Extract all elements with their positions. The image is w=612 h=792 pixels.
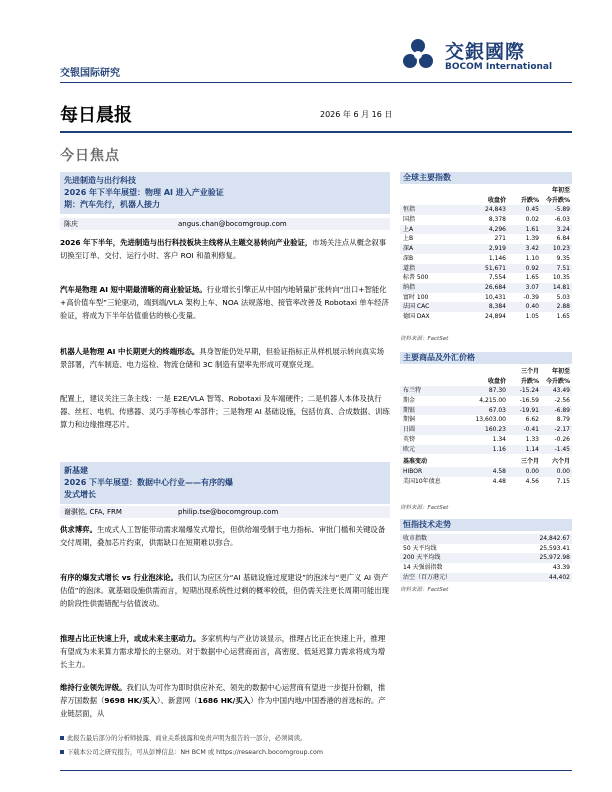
hsi_tech.rows-cell: 收市指数 [403,535,428,542]
logo-text-cn: 交銀國際 [445,41,526,63]
commodities.rows-cell: 13,603.00 [475,416,506,424]
indices.rows-cell: 8,384 [488,303,506,311]
commodities-source: 资料来源：FactSet [400,505,449,511]
bocom-logo-icon [401,37,439,73]
indices.rows-cell: 1.61 [525,225,539,233]
indices.rows-cell: 2,919 [488,245,506,253]
section1-email[interactable]: angus.chan@bocomgroup.com [178,220,287,228]
commodities.rows-cell: 87.30 [488,387,506,395]
footer-disclaimer [60,733,572,742]
commodities.rows-cell: -19.91 [519,406,539,414]
indices.rows-cell: 7.51 [556,264,570,272]
footer-download [60,747,572,756]
commodities.rows-cell: -0.26 [554,435,570,443]
section2-subtitle-2: 发式增长 [64,490,96,499]
section1-p2-lead: 汽车是物理 AI 短中期最清晰的商业验证场。 [60,285,207,294]
footer-line-2[interactable]: 下载本公司之研究报告，可从彭博信息：NH BCM 或 https://research.bocomgroup.com [67,749,323,756]
indices.rows-cell: 道指 [403,264,416,272]
section2-p1-lead: 供求博弈。 [60,525,97,534]
hsi_tech.rows-row [400,573,572,583]
commodities.rows-cell: 布兰特 [403,387,422,395]
indices.rows-cell: 3.07 [525,283,539,291]
section2-paragraph-1 [60,523,390,549]
indices.rows-cell: 上B [403,235,414,243]
indices.rows-cell: 3.24 [556,225,570,233]
section2-p2-body: 我们认为应区分“AI 基础设施过度建设”的泡沫与“更广义 AI 资产估值”的泡沫。就基础设施供需而言，短期出现系统性过剩的概率较低，但仍需关注更长周期可能出现的阶段性供需错配与估值波动。 [60,573,390,609]
indices-header-change: 升跌% [520,196,539,204]
indices.rows-cell: 5.03 [556,293,570,301]
commodities.rate_rows-cell: HIBOR [403,467,423,475]
focus-title: 今日焦点 [60,148,120,164]
commodities.rows-cell: -6.89 [554,406,570,414]
indices-header-ytd-bottom: 今升跌% [545,196,570,204]
indices.rows-cell: 1.10 [525,254,539,262]
hsi_tech.rows-cell: 43.39 [552,564,570,572]
indices-header [400,196,572,206]
hsi_tech.rows-cell: 200 天平均线 [403,554,441,562]
indices.rows-cell: -5.89 [554,206,570,214]
commodities.rows-cell: 期铜 [403,416,416,424]
commodities-header-ytd: 今升跌% [545,377,570,385]
indices.rows-cell: 深A [403,245,414,253]
section2-header [60,462,390,504]
section2-paragraph-4 [60,681,390,721]
commodities.rows-cell: 67.03 [488,406,506,414]
section2-p4-code-2: 1686 HK/买入 [197,696,251,706]
hsi_tech.rows-cell: 24,842.67 [539,535,570,542]
commodities-rows [400,386,572,454]
section2-p3-body: 多家机构与产业访谈显示，推理占比正在快速上升，推理有望成为未来算力需求增长的主驱动。对于数据中心运营商而言，高密度、低延迟算力需求将成为增长主力。 [60,634,386,670]
indices.rows-cell: 德国 DAX [403,312,430,320]
indices.rows-row [400,234,572,244]
indices.rows-row [400,205,572,215]
indices.rows-cell: 10,431 [485,293,506,301]
section1-category: 先进制造与出行科技 [64,176,136,185]
indices-header-top [400,186,572,196]
hsi_tech.rows-cell: 沽空（百万港元） [403,573,452,581]
commodities.rows-cell: 1.34 [492,435,506,443]
commodities.rows-row [400,425,572,435]
commodities.rate_rows-cell: 4.58 [492,467,506,475]
commodities.rows-cell: 英镑 [403,435,416,443]
indices.rows-row [400,254,572,264]
indices.rows-cell: 2.88 [556,303,570,311]
indices-header-ytd-top: 年初至 [551,187,570,194]
indices.rows-row [400,215,572,225]
indices.rows-cell: 0.40 [525,303,539,311]
footer-line-1: 此报告最后部分的分析师披露、商业关系披露和免责声明为报告的一部分，必须阅读。 [67,735,307,742]
indices.rows-cell: 51,671 [485,264,506,272]
indices.rows-cell: 7,554 [488,274,506,282]
commodities.rate_rows-cell: 美国10年债息 [403,477,441,485]
indices.rows-row [400,293,572,303]
section1-subtitle-1: 2026 年下半年展望：物理 AI 进入产业验证 [64,188,224,197]
indices.rows-row [400,225,572,235]
indices.rows-cell: 1.05 [525,312,539,320]
bullet-square-icon [60,736,64,740]
hsi-rows [400,534,572,582]
indices.rows-row [400,312,572,322]
indices.rows-cell: 3.42 [525,245,539,253]
indices.rows-cell: 1.65 [556,312,570,320]
commodities.rows-cell: -15.24 [519,387,539,395]
commodities.rate_rows-row [400,477,572,487]
commodities-title: 主要商品及外汇价格 [400,352,572,364]
commodities.rate_rows-cell: 0.00 [525,467,539,475]
indices.rows-cell: 271 [494,235,506,243]
section2-p4-code-1: 9698 HK/买入 [104,696,157,706]
commodities-header-close: 收盘价 [487,377,506,385]
indices.rows-cell: 上A [403,225,414,233]
commodities.rows-row [400,415,572,425]
section1-author: 陈庆 [64,220,78,228]
indices.rows-row [400,283,572,293]
indices-header-close: 收盘价 [487,196,506,204]
bullet-square-icon [60,750,64,754]
indices.rows-cell: 6.84 [556,235,570,243]
hsi_tech.rows-row [400,544,572,554]
indices-source: 资料来源：FactSet [400,336,449,342]
title-divider [60,131,572,133]
section2-p3-lead: 推理占比正快速上升，或成未来主驱动力。 [60,634,201,643]
indices.rows-cell: 0.92 [525,264,539,272]
hsi-tech-source: 资料来源：FactSet [400,587,449,593]
section1-p1-lead: 2026 年下半年，先进制造与出行科技板块主线将从主题交易转向产业验证， [60,238,313,247]
commodities.rows-cell: 期金 [403,397,416,405]
section2-email[interactable]: philip.tse@bocomgroup.com [178,508,279,516]
indices.rows-cell: 24,894 [485,312,506,320]
section1-paragraph-3 [60,345,390,371]
section1-p2-body: 行业增长引擎正从中国内地销量扩张转向“出口+智能化+高价值车型”三轮驱动，端到端/VLA 架构上车、NOA 法规落地、接管率改善及 Robotaxi 单车经济验证，将成为下半年估值重估的核心变量。 [60,285,389,321]
logo-text-en: BOCOM International [445,62,553,72]
section1-header [60,172,390,214]
indices.rows-cell: 富时 100 [403,293,429,301]
section2-p2-lead: 有序的爆发式增长 vs 行业泡沫论。 [60,573,178,582]
commodities.rows-cell: 1.33 [525,435,539,443]
indices.rows-cell: 0.45 [525,206,539,214]
commodities-header-top [400,367,572,377]
report-date: 2026 年 6 月 16 日 [320,110,393,119]
hsi-tech-title: 恒指技术走势 [400,519,572,531]
commodities.rows-cell: -2.17 [554,426,570,434]
rates-header-label: 基准变动 [403,458,428,466]
commodities.rows-cell: -1.45 [554,445,570,453]
indices.rows-cell: 10.35 [552,274,570,282]
indices.rows-row [400,302,572,312]
indices.rows-cell: 深B [403,254,414,262]
commodities.rows-cell: 期银 [403,406,416,414]
indices-title: 全球主要指数 [400,172,572,184]
hsi_tech.rows-cell: 25,972.98 [539,554,570,562]
indices.rows-cell: 26,684 [485,283,506,291]
section1-paragraph-1 [60,236,390,262]
footer-divider [60,770,572,771]
section1-paragraph-2 [60,283,390,323]
commodities.rows-row [400,386,572,396]
section1-p3-body: 具身智能仍处早期，但验证指标正从样机展示转向真实场景部署，汽车制造、电力巡检、物流仓储和 3C 制造有望率先形成可观察兑现。 [60,347,385,370]
section2-paragraph-3 [60,632,390,672]
indices.rows-cell: 8,378 [488,216,506,224]
hsi_tech.rows-cell: 50 天平均线 [403,544,437,552]
section2-paragraph-2 [60,571,390,611]
indices.rows-cell: 国指 [403,216,416,224]
indices-rows [400,205,572,321]
indices.rows-cell: 24,843 [485,206,506,214]
section2-p4-lead: 维持行业领先评级。 [60,683,127,692]
section2-subtitle-1: 2026 下半年展望：数据中心行业——有序的爆 [64,478,234,487]
commodities.rows-cell: 欧元 [403,445,416,453]
commodities.rate_rows-cell: 0.00 [556,467,570,475]
indices.rows-cell: 纳指 [403,283,416,291]
section2-p4-body-c: ）作为中国内地/中国香港的首选标的。产业链层面，从 [60,696,386,719]
header-divider [60,82,572,83]
rates-header [400,457,572,467]
commodities-header-ytd-top: 年初至 [551,368,570,375]
indices.rows-cell: 1.65 [525,274,539,282]
section2-category: 新基建 [64,466,88,475]
commodities.rows-cell: 8.79 [556,416,570,424]
commodities.rows-row [400,406,572,416]
commodities.rows-cell: -0.41 [523,426,539,434]
commodities.rows-cell: -16.59 [519,397,539,405]
indices.rows-cell: 1,146 [488,254,506,262]
hsi_tech.rows-row [400,534,572,544]
hsi_tech.rows-cell: 25,593.41 [539,544,570,552]
brand-name: 交银国际研究 [60,68,120,79]
hsi_tech.rows-cell: 14 天强弱指数 [403,564,443,572]
rates-header-3m: 三个月 [520,458,539,466]
hsi_tech.rows-row [400,553,572,563]
commodities.rows-cell: 43.49 [552,387,570,395]
hsi_tech.rows-cell: 44,402 [549,573,570,581]
indices.rows-cell: -6.03 [554,216,570,224]
commodities.rows-cell: 日圆 [403,426,416,434]
section1-p1-body: 市场关注点从概念叙事切换至订单、交付、运行小时、客户 ROI 和盈利修复。 [60,238,387,261]
section2-author: 谢骐铭, CFA, FRM [64,508,122,516]
rates-rows [400,467,572,486]
commodities.rows-cell: 1.16 [492,445,506,453]
indices.rows-cell: 14.81 [552,283,570,291]
commodities-header [400,377,572,387]
indices.rows-cell: 10.23 [552,245,570,253]
hsi_tech.rows-row [400,563,572,573]
commodities.rows-cell: 1.14 [525,445,539,453]
commodities.rate_rows-cell: 4.48 [492,477,506,485]
commodities.rows-cell: -2.56 [554,397,570,405]
commodities.rows-cell: 6.62 [525,416,539,424]
section1-paragraph-4: 配置上，建议关注三条主线：一是 E2E/VLA 智驾、Robotaxi 及车端硬件；二是机器人本体及执行器、丝杠、电机、传感器、灵巧手等核心零部件；三是物理 AI 基础设施，包括仿真、合成数据、训练算力和边缘推理芯片。 [60,394,390,430]
commodities-header-3m: 三个月 [520,368,539,375]
indices.rows-cell: 4,296 [488,225,506,233]
commodities.rows-row [400,435,572,445]
commodities.rows-row [400,445,572,455]
indices.rows-row [400,273,572,283]
indices-table [400,186,572,322]
indices.rows-row [400,264,572,274]
indices.rows-cell: 法国 CAC [403,303,430,311]
commodities.rows-cell: 160.23 [485,426,506,434]
commodities.rows-row [400,396,572,406]
commodities.rate_rows-cell: 7.15 [556,477,570,485]
section1-author-row [60,218,390,230]
indices.rows-cell: -0.39 [523,293,539,301]
indices.rows-cell: 9.35 [556,254,570,262]
section1-subtitle-2: 期：汽车先行，机器人接力 [64,200,160,209]
report-title: 每日晨报 [60,105,132,126]
company-logo [401,37,569,73]
section2-p1-body: 生成式人工智能带动需求端爆发式增长，但供给端受制于电力指标、审批门槛和关键设备交付周期，叠加芯片约束，供需缺口在短期难以弥合。 [60,525,386,548]
commodities.rate_rows-row [400,467,572,477]
indices.rows-cell: 1.39 [525,235,539,243]
section2-p4-body-a: 我们认为可作为即时供应补充、领先的数据中心运营商有望进一步提升份额，推荐万国数据（ [60,683,386,706]
indices.rows-row [400,244,572,254]
indices.rows-cell: 0.02 [525,216,539,224]
indices.rows-cell: 标普 500 [403,274,429,282]
rates-header-6m: 六个月 [551,458,570,466]
section2-author-row [60,506,390,518]
commodities.rate_rows-cell: 4.56 [525,477,539,485]
section2-p4-body-b: ）、新意网（ [156,696,198,706]
hsi-tech-table [400,534,572,582]
commodities.rows-cell: 4,215.00 [479,397,506,405]
section1-p3-lead: 机器人是物理 AI 中长期更大的终端形态。 [60,347,200,356]
commodities-table [400,367,572,486]
commodities-header-change: 升跌% [520,377,539,385]
indices.rows-cell: 恒指 [403,206,416,214]
